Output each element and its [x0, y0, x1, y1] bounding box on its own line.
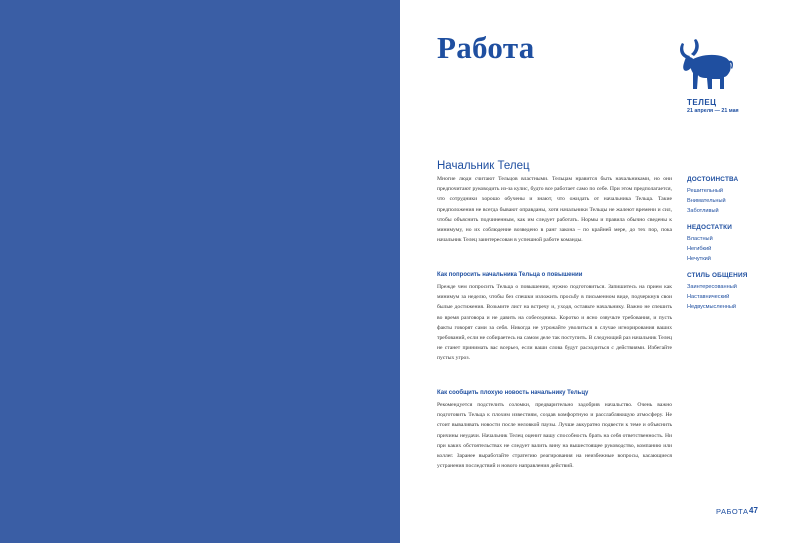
subsection-heading-promotion: Как попросить начальника Тельца о повышении: [437, 272, 583, 278]
sidebar-item: Негибкий: [687, 246, 712, 253]
sidebar-item: Недвусмысленный: [687, 304, 737, 311]
sidebar-item: Нечуткий: [687, 256, 711, 263]
footer-section-label: РАБОТА: [716, 507, 749, 516]
section-heading: Начальник Телец: [437, 160, 530, 172]
sidebar-communication-style: [687, 272, 767, 313]
sidebar-item: Наставнический: [687, 294, 730, 301]
sidebar-title: ДОСТОИНСТВА: [687, 176, 739, 183]
page-title: Работа: [437, 30, 535, 65]
sidebar-strengths: [687, 176, 767, 217]
bad-news-paragraph: Рекомендуется подстелить соломки, предварительно задобрив начальство. Очень важно подготовить Тельца к плохим известиям, создав комфортную и расслабляющую атмосферу. Не стоит вываливать новости после неловкой паузы. Лучше аккуратно подвести к теме и объяснить причины неудачи. Начальник Телец оценит вашу способность брать на себя ответственность. Ни при каких обстоятельствах не следует валить вину на вышестоящее руководство, компанию или коллег. Заранее выработайте стратегию реагирования на неизбежные вопросы, касающиеся устранения последствий и нового направления действий.: [437, 402, 672, 470]
subsection-heading-bad-news: Как сообщить плохую новость начальнику Тельцу: [437, 390, 589, 396]
sidebar-title: СТИЛЬ ОБЩЕНИЯ: [687, 272, 748, 279]
zodiac-sign-name: ТЕЛЕЦ: [687, 98, 717, 107]
bull-icon: [672, 37, 734, 91]
sidebar-title: НЕДОСТАТКИ: [687, 224, 733, 231]
sidebar-item: Внимательный: [687, 198, 726, 205]
sidebar-item: Решительный: [687, 188, 724, 194]
sidebar-item: Заботливый: [687, 208, 719, 215]
sidebar-item: Заинтересованный: [687, 284, 737, 290]
sidebar-weaknesses: [687, 224, 767, 265]
promotion-paragraph: Прежде чем попросить Тельца о повышении, нужно подготовиться. Запишитесь на прием как минимум за неделю, чтобы без спешки изложить просьбу в письменном виде, подчеркнув свои былые достижения. Возьмите лист на встречу и, уходя, оставьте начальнику. Важно не спешить во время разговора и не давить на собеседника. Коротко и ясно озвучьте требования, и пусть факты говорят сами за себя. Никогда не угрожайте уволиться в случае игнорирования ваших требований, если не собираетесь на самом деле так поступить. В следующий раз начальник Телец не станет принимать вас всерьез, если ваши слова будут расходиться с действиями. Избегайте пустых угроз.: [437, 284, 672, 362]
sidebar-item: Властный: [687, 236, 713, 242]
intro-paragraph: Многие люди считают Тельцов властными. Тельцам нравится быть начальниками, но они предпочитают руководить из-за кулис, будто все работает само по себе. При этом предполагается, что сотрудники хорошо обучены и знают, что ожидать от начальника Тельца. Такие предположения не всегда бывают оправданы, хотя начальники Тельцы не жалеют времени и сил, чтобы объяснить подчиненным, как им следует работать. Нормы и правила обычно сведены к минимуму, но их соблюдение возведено в ранг закона – по крайней мере, до тех пор, пока начальник Телец заинтересован в успешной работе команды.: [437, 176, 672, 244]
footer-page-number: 47: [749, 506, 758, 515]
zodiac-sign-dates: 21 апреля — 21 мая: [687, 108, 739, 114]
